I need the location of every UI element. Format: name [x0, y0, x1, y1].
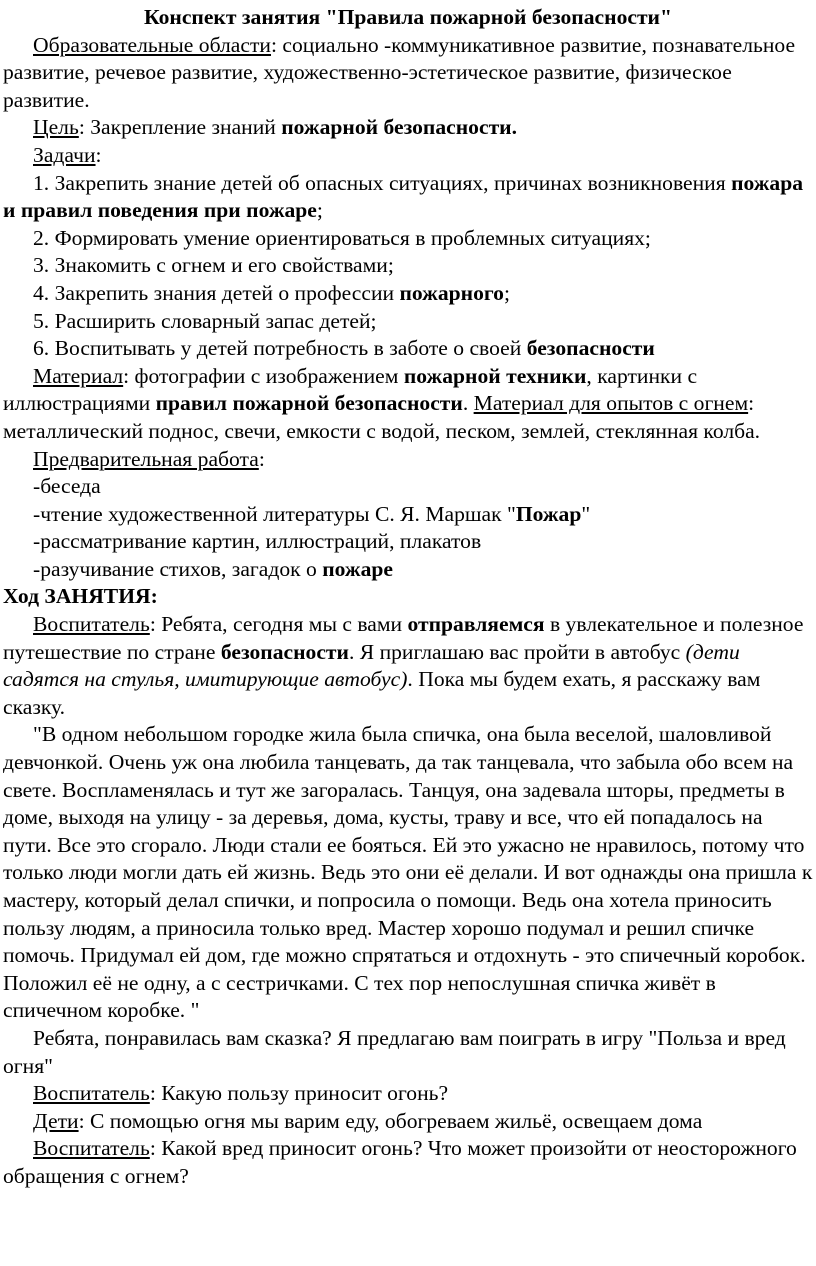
- educational-areas-label: Образовательные области: [33, 32, 271, 57]
- material-text-2: , картинки с иллюстрациями: [3, 363, 698, 416]
- a1-text: : С помощью огня мы варим еду, обогреваем жильё, освещаем дома: [78, 1108, 703, 1133]
- task-4-bold: пожарного: [399, 280, 504, 305]
- material-text-1: : фотографии с изображением: [123, 363, 404, 388]
- prep-4-bold: пожаре: [322, 556, 393, 581]
- prep-item-3: -рассматривание картин, иллюстраций, плакатов: [33, 529, 482, 554]
- teacher-label-1: Воспитатель: [33, 612, 150, 637]
- prep-2-text: -чтение художественной литературы С. Я. Маршак ": [33, 501, 516, 526]
- q1-label: Воспитатель: [33, 1081, 150, 1106]
- goal-label: Цель: [33, 115, 79, 140]
- task-item-1: [3, 170, 813, 225]
- task-item-2: 2. Формировать умение ориентироваться в проблемных ситуациях;: [33, 225, 651, 250]
- goal-text: : Закрепление знаний: [78, 115, 282, 140]
- prep-label: Предварительная работа: [33, 446, 259, 471]
- tasks-colon: :: [95, 142, 102, 167]
- course-heading-text: Ход ЗАНЯТИЯ:: [3, 584, 158, 609]
- answer-1: [3, 1108, 813, 1136]
- task-item-4: [3, 280, 813, 308]
- question-1: [3, 1080, 813, 1108]
- q2-label: Воспитатель: [33, 1136, 150, 1161]
- document-title: Конспект занятия "Правила пожарной безопасности": [144, 5, 672, 29]
- teacher-text-2: в увлекательное и полезное путешествие по стране: [3, 612, 804, 664]
- tasks-heading: [3, 142, 813, 170]
- task-item-6: [3, 335, 813, 363]
- goal-bold: пожарной безопасности.: [281, 115, 518, 140]
- task-1-bold: пожара и правил поведения при пожаре: [3, 170, 804, 223]
- story-paragraph: "В одном небольшом городке жила была спичка, она была веселой, шаловливой девчонкой. Очень уж она любила танцевать, да так танцевала, что забыла обо всем на свете. Воспламенялась и тут же загоралась. Танцуя, она задевала шторы, предметы в доме, выходя на улицу - за деревья, дома, кусты, траву и все, что ей попадалось на пути. Все это сгорало. Люди стали ее бояться. Ей это ужасно не нравилось, потому что только люди могли дать ей жизнь. Ведь это они её делали. И вот однажды она пришла к мастеру, который делал спички, и попросила о помощи. Ведь она хотела приносить пользу людям, а приносила только вред. Мастер хорошо подумал и решил спичке помочь. Придумал ей дом, где можно спрятаться и отдохнуть - это спичечный коробок. Положил её не одну, а с сестричками. С тех пор непослушная спичка живёт в спичечном коробке. ": [3, 722, 813, 1023]
- a1-label: Дети: [33, 1108, 79, 1133]
- task-4-end: ;: [503, 280, 510, 305]
- prep-2-end: ": [581, 501, 591, 526]
- q2-text: : Какой вред приносит огонь? Что может произойти от неосторожного обращения с огнем?: [3, 1136, 797, 1188]
- educational-areas-text: : социально -коммуникативное развитие, познавательное развитие, речевое развитие, художественно-эстетическое развитие, физическое развитие.: [3, 32, 796, 112]
- task-4-text: 4. Закрепить знания детей о профессии: [33, 280, 400, 305]
- teacher-bold-1: отправляемся: [407, 612, 545, 637]
- q1-text: : Какую пользу приносит огонь?: [149, 1081, 449, 1106]
- prep-heading: [3, 446, 813, 474]
- educational-areas-paragraph: [3, 32, 813, 115]
- teacher-text-4: . Пока мы будем ехать, я расскажу вам сказку.: [3, 667, 761, 719]
- task-1-text: 1. Закрепить знание детей об опасных ситуациях, причинах возникновения: [33, 170, 732, 195]
- tasks-label: Задачи: [33, 142, 96, 167]
- task-6-bold: безопасности: [526, 336, 655, 361]
- material-paragraph: [3, 363, 813, 446]
- teacher-text-3: . Я приглашаю вас пройти в автобус: [348, 639, 686, 664]
- teacher-text-1: : Ребята, сегодня мы с вами: [149, 612, 408, 637]
- prep-item-2: [3, 501, 813, 529]
- game-paragraph: Ребята, понравилась вам сказка? Я предлагаю вам поиграть в игру "Польза и вред огня": [3, 1025, 786, 1078]
- material-bold-2: правил пожарной безопасности: [155, 391, 463, 416]
- teacher-italic-note: (дети садятся на стулья, имитирующие автобус): [3, 639, 740, 692]
- prep-2-bold: Пожар: [515, 501, 582, 526]
- prep-4-text: -разучивание стихов, загадок о: [33, 556, 323, 581]
- task-1-end: ;: [316, 198, 323, 223]
- prep-colon: :: [258, 446, 265, 471]
- prep-item-4: [3, 556, 813, 584]
- material-text-3: .: [462, 391, 474, 416]
- goal-paragraph: [3, 114, 813, 142]
- task-item-5: 5. Расширить словарный запас детей;: [33, 308, 377, 333]
- experiment-material-label: Материал для опытов с огнем: [473, 391, 749, 416]
- material-bold-1: пожарной техники: [403, 363, 587, 388]
- material-label: Материал: [33, 363, 124, 388]
- task-item-3: 3. Знакомить с огнем и его свойствами;: [33, 253, 394, 278]
- task-6-text: 6. Воспитывать у детей потребность в заботе о своей: [33, 336, 527, 361]
- material-text-4: : металлический поднос, свечи, емкости с водой, песком, землей, стеклянная колба.: [3, 391, 761, 443]
- course-heading: [3, 583, 813, 611]
- question-2: [3, 1135, 813, 1190]
- teacher-intro-paragraph: [3, 611, 813, 721]
- prep-item-1: -беседа: [33, 474, 101, 499]
- teacher-bold-2: безопасности: [220, 639, 349, 664]
